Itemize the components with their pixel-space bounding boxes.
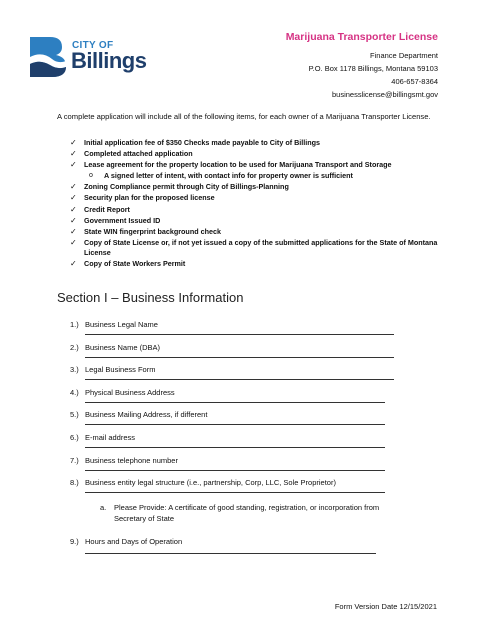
fill-in-line[interactable] [85,447,385,448]
field-number: 4.) [70,387,79,397]
field-number: 5.) [70,410,79,420]
logo-city-text: CITY OF [72,40,114,51]
field-label: Hours and Days of Operation [85,537,183,546]
checkmark-icon: ✓ [70,259,77,269]
field-number: 7.) [70,455,79,465]
checklist-item: ✓ State WIN fingerprint background check [70,226,221,236]
checkmark-icon: ✓ [70,215,77,225]
checkmark-icon: ✓ [70,160,77,170]
checklist-item: ✓ Copy of State Workers Permit [70,259,186,269]
fill-in-line[interactable] [85,379,394,380]
checklist-item: ✓ Lease agreement for the property location to be used for Marijuana Transport and Storage [70,160,392,170]
checklist-item: ✓ Completed attached application [70,149,193,159]
intro-paragraph: A complete application will include all of the following items, for each owner of a Marijuana Transporter License. [57,112,431,121]
document-title: Marijuana Transporter License [285,31,438,43]
checklist-item: ✓ Government Issued ID [70,215,161,225]
field-number: 8.) [70,478,79,488]
field-label: Business entity legal structure (i.e., partnership, Corp, LLC, Sole Proprietor) [85,478,336,488]
fill-in-line[interactable] [85,492,385,493]
field-label: Physical Business Address [85,387,175,397]
form-field-mailing-address [70,410,410,433]
checkmark-icon: ✓ [70,149,77,159]
checkmark-icon: ✓ [70,226,77,236]
form-field-legal-structure [70,478,410,501]
checkmark-icon: ✓ [70,237,77,247]
header-email: businesslicense@billingsmt.gov [332,90,438,99]
checklist-subitem: o A signed letter of intent, with contact info for property owner is sufficient [89,171,353,181]
form-field-telephone [70,456,410,479]
document-header [286,31,438,101]
checkmark-icon: ✓ [70,193,77,203]
form-version-footer: Form Version Date 12/15/2021 [334,602,437,611]
fill-in-line[interactable] [85,357,394,358]
field-label: Business Name (DBA) [85,342,161,352]
checklist-item: ✓ Copy of State License or, if not yet issued a copy of the submitted applications for the State of Montana License [70,237,438,258]
field-number: 9.) [70,537,79,546]
field-label: Legal Business Form [85,365,156,375]
checklist-item: ✓ Initial application fee of $350 Checks made payable to City of Billings [70,138,321,147]
checklist-item: ✓ Zoning Compliance permit through City of Billings-Planning [70,182,289,192]
fill-in-line[interactable] [85,334,394,335]
field-number: 3.) [70,365,79,375]
fill-in-line[interactable] [85,470,385,471]
business-info-fields [70,320,410,501]
city-logo [28,33,158,81]
logo-name-text: Billings [71,48,147,73]
checklist-item: ✓ Credit Report [70,204,130,214]
form-field-email [70,433,410,456]
field-label: E-mail address [85,432,136,442]
form-field-business-legal-name [70,320,410,343]
checkmark-icon: ✓ [70,204,77,214]
subitem-text: Please Provide: A certificate of good standing, registration, or incorporation from Secretary of State [114,503,380,523]
form-field-legal-business-form [70,365,410,388]
field-label: Business Mailing Address, if different [85,410,208,420]
fill-in-line[interactable] [85,402,385,403]
checkmark-icon: ✓ [70,182,77,192]
bullet-icon: o [89,172,93,180]
section-title: Section I – Business Information [57,290,244,305]
field-number: 1.) [70,320,79,329]
subitem-letter: a. [100,503,107,512]
fill-in-line[interactable] [85,424,385,425]
field-label: Business telephone number [85,455,178,465]
field-label: Business Legal Name [85,320,158,329]
header-address: P.O. Box 1178 Billings, Montana 59103 [308,64,438,73]
form-field-physical-address [70,388,410,411]
header-department: Finance Department [370,51,438,60]
city-logo-mark-icon [28,33,72,77]
checkmark-icon: ✓ [70,138,77,147]
field-number: 6.) [70,432,79,442]
header-phone: 406-657-8364 [391,77,438,86]
field-number: 2.) [70,342,79,352]
fill-in-line[interactable] [85,553,376,554]
requirements-checklist [70,138,440,271]
form-field-business-name-dba [70,343,410,366]
checklist-item: ✓ Security plan for the proposed license [70,193,215,203]
